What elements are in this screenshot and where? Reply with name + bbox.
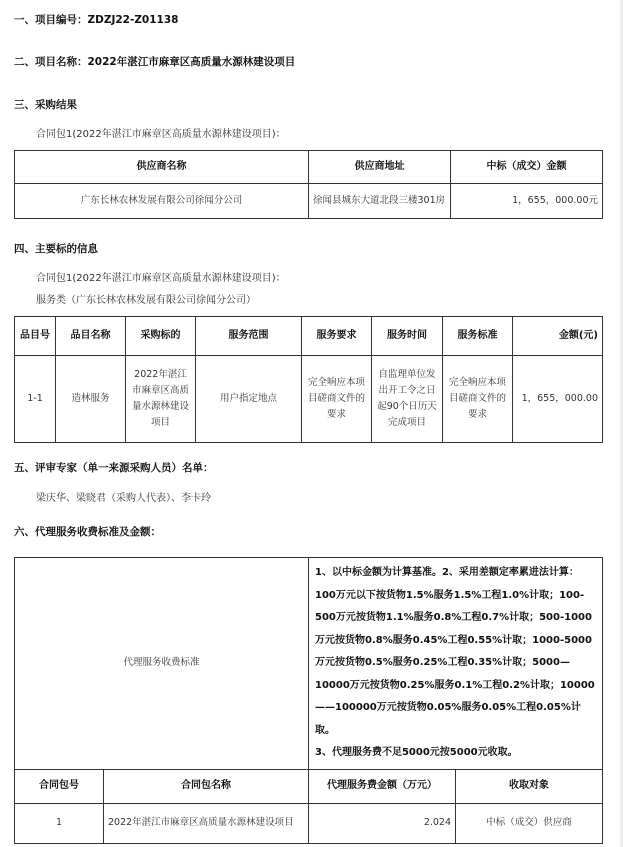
subject-table — [14, 316, 603, 443]
fee-heading: 六、代理服务收费标准及金额： — [14, 526, 161, 538]
col-supplier-address: 供应商地址 — [309, 151, 451, 184]
table-header-row — [15, 769, 603, 803]
col-requirement: 服务要求 — [302, 317, 372, 356]
fee-standard-text — [309, 558, 603, 770]
item-name: 造林服务 — [56, 356, 126, 443]
package-line: 合同包1(2022年湛江市麻章区高质量水源林建设项目)： — [36, 129, 286, 140]
table-row — [15, 356, 603, 443]
supplier-name: 广东长林农林发展有限公司徐闻分公司 — [15, 184, 309, 219]
col-package-name: 合同包名称 — [104, 769, 309, 803]
supplier-address: 徐闻县城东大道北段三楼301房 — [309, 184, 451, 219]
requirement: 完全响应本项目磋商文件的要求 — [302, 356, 372, 443]
main-subject-heading: 四、主要标的信息 — [14, 243, 98, 255]
package-number: 1 — [15, 803, 104, 843]
fee-standard-note: 3、代理服务费不足5000元按5000元收取。 — [315, 747, 518, 758]
service-time: 自监理单位发出开工令之日起90个日历天完成项目 — [372, 356, 443, 443]
subject: 2022年湛江市麻章区高质量水源林建设项目 — [126, 356, 196, 443]
col-award-amount: 中标（成交）金额 — [451, 151, 603, 184]
col-time: 服务时间 — [372, 317, 443, 356]
col-fee-amount: 代理服务费金额（万元） — [309, 769, 456, 803]
package-name: 2022年湛江市麻章区高质量水源林建设项目 — [104, 803, 309, 843]
col-payer: 收取对象 — [456, 769, 603, 803]
fee-standard-label: 代理服务收费标准 — [15, 558, 309, 770]
category-line: 服务类（广东长林农林发展有限公司徐闻分公司） — [36, 295, 256, 306]
col-supplier-name: 供应商名称 — [15, 151, 309, 184]
fee-standard-row — [15, 558, 603, 770]
payer: 中标（成交）供应商 — [456, 803, 603, 843]
package-line: 合同包1(2022年湛江市麻章区高质量水源林建设项目)： — [36, 273, 286, 284]
expert-names: 梁庆华、梁晓君（采购人代表）、李卡玲 — [36, 493, 211, 504]
project-number-heading: 一、项目编号：ZDZJ22-Z01138 — [14, 14, 179, 26]
supplier-table — [14, 150, 603, 219]
project-name-heading: 二、项目名称：2022年湛江市麻章区高质量水源林建设项目 — [14, 56, 296, 68]
award-amount: 1，655，000.00元 — [451, 184, 603, 219]
col-amount: 金额(元) — [513, 317, 603, 356]
procurement-result-heading: 三、采购结果 — [14, 99, 77, 111]
table-header-row — [15, 317, 603, 356]
amount: 1，655，000.00 — [513, 356, 603, 443]
col-package-number: 合同包号 — [15, 769, 104, 803]
table-row — [15, 184, 603, 219]
experts-heading: 五、评审专家（单一来源采购人员）名单： — [14, 462, 214, 474]
col-standard: 服务标准 — [443, 317, 513, 356]
col-scope: 服务范围 — [196, 317, 302, 356]
col-item-name: 品目名称 — [56, 317, 126, 356]
col-subject: 采购标的 — [126, 317, 196, 356]
col-item-number: 品目号 — [15, 317, 56, 356]
item-number: 1-1 — [15, 356, 56, 443]
table-row — [15, 803, 603, 843]
standard: 完全响应本项目磋商文件的要求 — [443, 356, 513, 443]
fee-table — [14, 557, 603, 844]
fee-amount: 2.024 — [309, 803, 456, 843]
fee-standard-rules: 1、以中标金额为计算基准。2、采用差额定率累进法计算：100万元以下按货物1.5%服务1.5%工程1.0%计取；100-500万元按货物1.1%服务0.8%工程0.7%计取；500-1000万元按货物0.8%服务0.45%工程0.55%计取；1000-5000万元按货物0.5%服务0.25%工程0.35%计取；5000—10000万元按货物0.25%服务0.1%工程0.2%计取；10000——100000万元按货物0.05%服务0.05%工程0.05%计取。 — [315, 567, 595, 736]
scope: 用户指定地点 — [196, 356, 302, 443]
table-header-row — [15, 151, 603, 184]
